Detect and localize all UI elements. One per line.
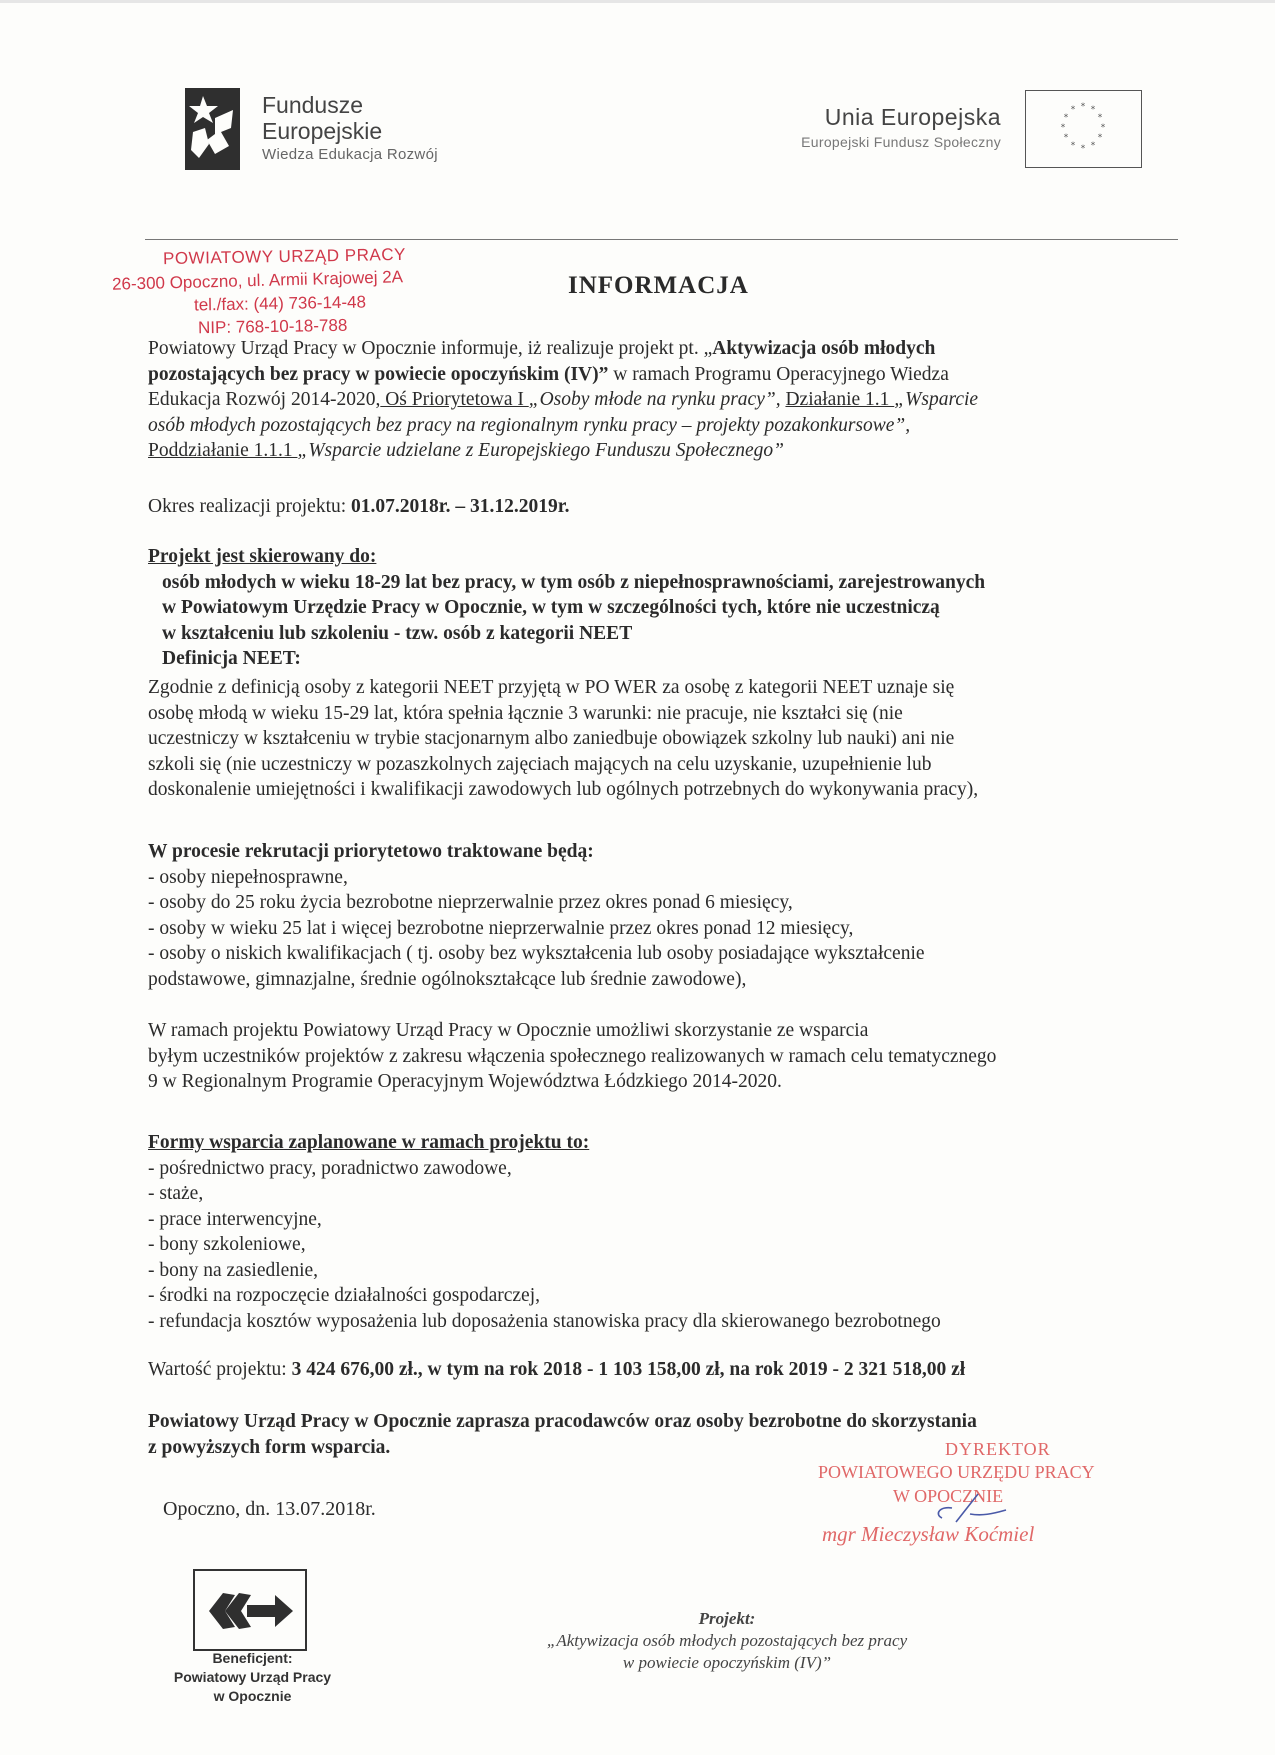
stamp-line3: tel./fax: (44) 736-14-48 (193, 292, 367, 315)
value-label: Wartość projektu: (148, 1359, 292, 1380)
intro-line2 (148, 362, 1173, 388)
ramach-l3: 9 w Regionalnym Programie Operacyjnym Województwa Łódzkiego 2014-2020. (148, 1071, 782, 1092)
svg-text:*: * (1060, 123, 1066, 133)
intro-l2b: w ramach Programu Operacyjnego Wiedza (608, 363, 949, 385)
forms-item: - bony na zasiedlenie, (148, 1259, 319, 1281)
okres-realizacji (148, 494, 570, 520)
priority-item-last-l1: - osoby o niskich kwalifikacjach ( tj. osoby bez wykształcenia lub osoby posiadające wykształcenie (148, 943, 925, 964)
svg-text:*: * (1070, 105, 1076, 115)
svg-text:*: * (1063, 133, 1069, 143)
signature-line2: POWIATOWEGO URZĘDU PRACY (818, 1462, 1095, 1482)
priority-item: - osoby do 25 roku życia bezrobotne nieprzerwalnie przez okres ponad 6 miesięcy, (148, 892, 793, 913)
document-title: INFORMACJA (568, 272, 749, 299)
intro-paragraph (148, 336, 1173, 464)
signature-line3: W OPOCZNIE (893, 1486, 1004, 1506)
priority-heading-line (148, 839, 1188, 865)
neet-l3: uczestniczy w kształceniu w trybie stacjonarnym albo zaniedbuje obowiązek szkolny lub nauki) ani nie (148, 728, 955, 749)
fe-line2: Europejskie (262, 118, 383, 144)
svg-text:*: * (1070, 141, 1076, 151)
intro-l3a: Edukacja Rozwój 2014-2020, (148, 389, 381, 410)
neet-heading: Definicja NEET: (162, 648, 301, 669)
intro-line3 (148, 387, 1173, 413)
priority-section (148, 839, 1188, 992)
beneficiary-city: w Opocznie (213, 1688, 292, 1704)
eu-flag-icon (1025, 90, 1142, 168)
footer-project-l2: w powiecie opoczyńskim (IV)” (622, 1653, 832, 1672)
beneficiary-name: Powiatowy Urząd Pracy (173, 1669, 332, 1685)
intro-l5b: „Wsparcie udzielane z Europejskiego Funduszu Społecznego” (297, 440, 785, 461)
stamp-line2: 26-300 Opoczno, ul. Armii Krajowej 2A (111, 267, 404, 294)
target-group-section (148, 544, 1188, 672)
forms-item: - refundacja kosztów wyposażenia lub doposażenia stanowiska pracy dla skierowanego bezrobotnego (148, 1310, 941, 1332)
stamp-line4: NIP: 768-10-18-788 (197, 315, 348, 338)
signature-line4: mgr Mieczysław Koćmiel (822, 1522, 1035, 1546)
invitation-l1: Powiatowy Urząd Pracy w Opocznie zaprasza pracodawców oraz osoby bezrobotne do skorzystania (148, 1411, 977, 1432)
footer-project-label: Projekt: (698, 1609, 756, 1628)
svg-text:*: * (1080, 102, 1086, 112)
ramach-l2: byłym uczestników projektów z zakresu włączenia społecznego realizowanych w ramach celu tematycznego (148, 1045, 997, 1067)
footer-project (442, 1608, 1012, 1674)
okres-label: Okres realizacji projektu: (148, 496, 352, 517)
svg-text:*: * (1097, 133, 1103, 143)
neet-heading-line (148, 646, 1188, 672)
target-line3 (148, 621, 1188, 647)
neet-l5: doskonalenie umiejętności i kwalifikacji zawodowych lub ogólnych potrzebnych do wykonywania pracy), (148, 779, 979, 800)
forms-heading-line (148, 1130, 941, 1156)
svg-text:*: * (1090, 105, 1096, 115)
target-heading: Projekt jest skierowany do: (148, 546, 377, 567)
support-forms-section (148, 1130, 941, 1334)
intro-line4 (148, 413, 1173, 439)
header-divider (145, 239, 1178, 240)
forms-item: - staże, (148, 1183, 204, 1204)
signature-line1: DYREKTOR (945, 1439, 1051, 1459)
fe-line1: Fundusze (262, 92, 364, 118)
value-amount: 3 424 676,00 zł., w tym na rok 2018 - 1 103 158,00 zł, na rok 2019 - 2 321 518,00 zł (291, 1359, 966, 1380)
intro-l4: osób młodych pozostających bez pracy na regionalnym rynku pracy – projekty pozakonkursowe”, (148, 414, 911, 436)
okres-value: 01.07.2018r. – 31.12.2019r. (351, 496, 570, 517)
target-l2: w Powiatowym Urzędzie Pracy w Opocznie, w tym w szczególności tych, które nie uczestniczą (162, 597, 940, 618)
beneficiary-text (150, 1649, 355, 1706)
former-participants-paragraph (148, 1018, 1188, 1095)
svg-text:*: * (1080, 144, 1086, 154)
target-heading-line (148, 544, 1188, 570)
intro-l3e: „Wsparcie (894, 389, 979, 410)
intro-l3c: „Osoby młode na rynku pracy”, (528, 389, 781, 410)
neet-l2: osobę młodą w wieku 15-29 lat, która spełnia łącznie 3 warunki: nie pracuje, nie kształci się (nie (148, 702, 903, 724)
stamp-line1: POWIATOWY URZĄD PRACY (162, 244, 407, 269)
fe-line3: Wiedza Edukacja Rozwój (262, 146, 438, 163)
place-and-date: Opoczno, dn. 13.07.2018r. (163, 1498, 376, 1520)
intro-l1a: Powiatowy Urząd Pracy w Opocznie informuje, iż realizuje projekt pt. „ (148, 338, 713, 359)
invitation-l2: z powyższych form wsparcia. (148, 1436, 391, 1458)
priority-item: - osoby w wieku 25 lat i więcej bezrobotne nieprzerwalnie przez okres ponad 12 miesięcy, (148, 917, 854, 939)
svg-text:*: * (1097, 113, 1103, 123)
target-line2 (148, 595, 1188, 621)
neet-l4: szkoli się (nie uczestniczy w pozaszkolnych zajęciach mających na celu uzyskanie, uzupełnienie lub (148, 753, 932, 775)
ue-line1: Unia Europejska (824, 104, 1001, 130)
target-l1: osób młodych w wieku 18-29 lat bez pracy, w tym osób z niepełnosprawnościami, zarejestrowanych (162, 571, 986, 593)
intro-line1 (148, 336, 1173, 362)
forms-item: - pośrednictwo pracy, poradnictwo zawodowe, (148, 1157, 512, 1179)
footer-project-l1: „Aktywizacja osób młodych pozostających bez pracy (546, 1631, 908, 1650)
fundusze-europejskie-text (262, 92, 438, 166)
svg-text:*: * (1063, 113, 1069, 123)
target-l3: w kształceniu lub szkoleniu - tzw. osób z kategorii NEET (162, 622, 633, 644)
fundusze-europejskie-logo-icon (185, 88, 240, 170)
intro-l3b: Oś Priorytetowa I (380, 389, 529, 410)
target-line1 (148, 570, 1188, 596)
forms-heading: Formy wsparcia zaplanowane w ramach projektu to: (148, 1132, 590, 1153)
intro-line5 (148, 438, 1173, 464)
beneficiary-label: Beneficjent: (212, 1650, 293, 1666)
project-value (148, 1357, 965, 1383)
unia-europejska-text (801, 102, 1001, 152)
ue-line2: Europejski Fundusz Społeczny (801, 134, 1001, 150)
intro-l3d: Działanie 1.1 (785, 389, 895, 410)
invitation-line1 (148, 1409, 1193, 1435)
forms-item: - bony szkoleniowe, (148, 1234, 306, 1255)
priority-item: - osoby niepełnosprawne, (148, 866, 348, 888)
neet-definition (148, 675, 1176, 803)
svg-text:*: * (1090, 141, 1096, 151)
forms-item: - środki na rozpoczęcie działalności gospodarczej, (148, 1285, 540, 1306)
svg-text:*: * (1100, 123, 1106, 133)
intro-l5a: Poddziałanie 1.1.1 (148, 440, 298, 461)
scan-top-edge (0, 0, 1275, 3)
ramach-l1: W ramach projektu Powiatowy Urząd Pracy w Opocznie umożliwi skorzystanie ze wsparcia (148, 1020, 869, 1041)
intro-l1b: Aktywizacja osób młodych (712, 338, 936, 359)
intro-l2a: pozostających bez pracy w powiecie opoczyńskim (IV)” (148, 363, 609, 385)
forms-item: - prace interwencyjne, (148, 1208, 322, 1230)
priority-item-last-l2: podstawowe, gimnazjalne, średnie ogólnokształcące lub średnie zawodowe), (148, 968, 747, 990)
neet-l1: Zgodnie z definicją osoby z kategorii NEET przyjętą w PO WER za osobę z kategorii NEET uznaje się (148, 677, 955, 698)
priority-heading: W procesie rekrutacji priorytetowo traktowane będą: (148, 841, 594, 862)
beneficiary-logo-icon (193, 1569, 307, 1651)
